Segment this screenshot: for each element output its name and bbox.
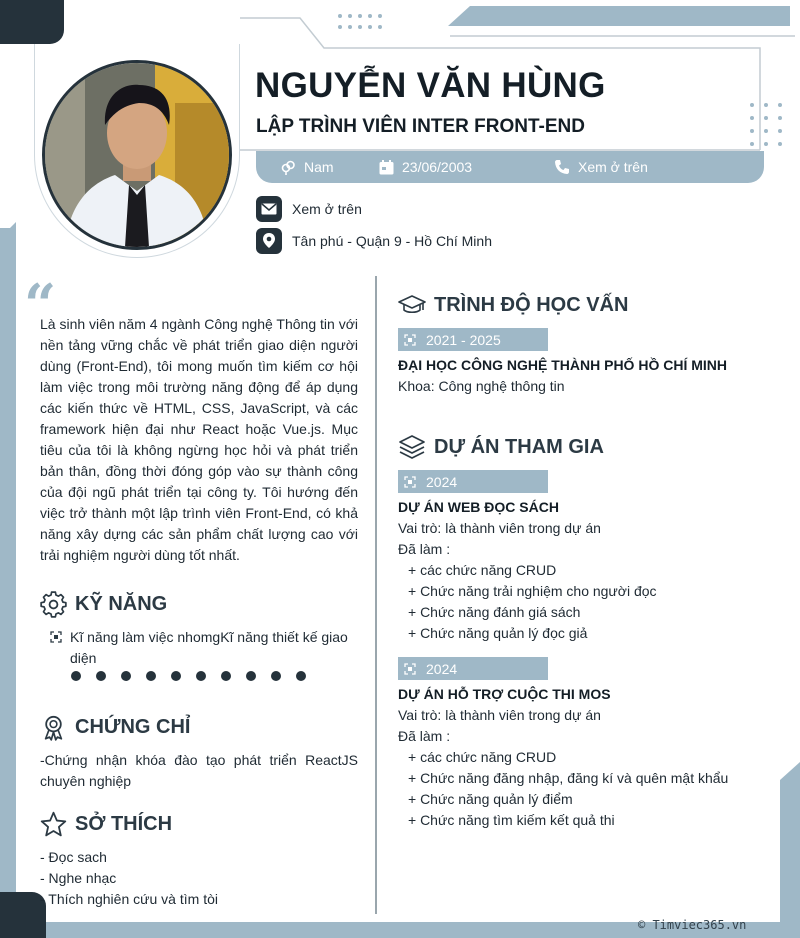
project-done-label: Đã làm : — [398, 728, 451, 744]
career-summary: Là sinh viên năm 4 ngành Công nghệ Thông tin với nền tảng vững chắc về phát triển giao diện người dùng (Front-End), tôi mong muốn tìm kiếm cơ hội làm việc trong môi trường năng động để áp dụng các kiến thức về HTML, CSS, JavaScript, và các framework hiện đại như React hoặc Vue.js. Mục tiêu của tôi là không ngừng học hỏi và phát triển bản thân, đồng thời đóng góp vào sự thành công của đội ngũ phát triển tại công ty. Tôi hướng đến việc trở thành một lập trình viên Front-End, có khả năng xây dựng các sản phẩm chất lượng cao với trải nghiệm người dùng tốt nhất. — [40, 316, 358, 563]
list-item: - Thích nghiên cứu và tìm tòi — [40, 891, 218, 907]
education-period: 2021 - 2025 — [398, 328, 548, 351]
star-icon — [40, 811, 67, 838]
skills-heading: KỸ NĂNG — [40, 591, 167, 618]
rating-dot — [296, 671, 306, 681]
layers-icon — [398, 434, 426, 460]
list-item: + Chức năng quản lý đọc giả — [408, 625, 588, 641]
list-item: + Chức năng quản lý điểm — [408, 791, 573, 807]
hobbies-list — [40, 847, 218, 910]
list-item: + Chức năng tìm kiếm kết quả thi — [408, 812, 615, 828]
phone-value: Xem ở trên — [578, 159, 648, 175]
quote-icon: “ — [24, 272, 57, 338]
job-title: LẬP TRÌNH VIÊN INTER FRONT-END — [256, 116, 585, 137]
list-item: + các chức năng CRUD — [408, 562, 557, 578]
rating-dot — [146, 671, 156, 681]
phone-item — [554, 151, 648, 183]
project-year: 2024 — [398, 657, 548, 680]
certificate-text: -Chứng nhận khóa đào tạo phát triển ReactJS chuyên nghiệp — [40, 752, 358, 789]
right-band-cut — [780, 762, 800, 780]
rating-dot — [171, 671, 181, 681]
list-item: + Chức năng đăng nhập, đăng kí và quên mật khẩu — [408, 770, 729, 786]
gear-icon — [40, 591, 67, 618]
list-item: - Nghe nhạc — [40, 870, 117, 886]
rating-dot — [71, 671, 81, 681]
email-value: Xem ở trên — [292, 201, 362, 217]
address-row — [256, 228, 492, 254]
birthdate-value: 23/06/2003 — [402, 159, 473, 175]
gender-value: Nam — [304, 159, 334, 175]
project-year: 2024 — [398, 470, 548, 493]
bullet-icon — [404, 334, 416, 346]
school-name: ĐẠI HỌC CÔNG NGHỆ THÀNH PHỐ HỒ CHÍ MINH — [398, 357, 727, 373]
project-done-label: Đã làm : — [398, 541, 451, 557]
gender-item — [280, 151, 334, 183]
list-item: + Chức năng trải nghiệm cho người đọc — [408, 583, 657, 599]
bullet-icon — [404, 476, 416, 488]
project-role: Vai trò: là thành viên trong dự án — [398, 520, 601, 536]
project-tasks — [408, 747, 728, 831]
rating-dot — [196, 671, 206, 681]
location-icon — [256, 228, 282, 254]
list-item: + Chức năng đánh giá sách — [408, 604, 581, 620]
address-value: Tân phú - Quận 9 - Hồ Chí Minh — [292, 233, 492, 249]
right-band — [780, 780, 800, 938]
bullet-icon — [50, 631, 62, 643]
candidate-name: NGUYỄN VĂN HÙNG — [255, 66, 606, 105]
rating-dot — [96, 671, 106, 681]
school-major: Khoa: Công nghệ thông tin — [398, 378, 565, 394]
left-band — [0, 228, 16, 938]
graduation-cap-icon — [398, 293, 426, 317]
list-item: - Đọc sach — [40, 849, 107, 865]
rating-dot — [246, 671, 256, 681]
award-icon — [40, 714, 67, 741]
calendar-icon — [379, 160, 394, 175]
rating-dot — [121, 671, 131, 681]
bullet-icon — [404, 663, 416, 675]
rating-dot — [271, 671, 281, 681]
column-divider — [375, 276, 377, 914]
skill-item: Kĩ năng làm việc nhomgKĩ năng thiết kế giao diện — [50, 627, 350, 669]
birthdate-item — [379, 151, 472, 183]
info-bar — [256, 151, 764, 183]
projects-heading: DỰ ÁN THAM GIA — [398, 434, 604, 460]
email-icon — [256, 196, 282, 222]
phone-icon — [554, 159, 570, 175]
project-name: DỰ ÁN WEB ĐỌC SÁCH — [398, 499, 559, 515]
project-name: DỰ ÁN HỖ TRỢ CUỘC THI MOS — [398, 686, 611, 702]
hobbies-heading: SỞ THÍCH — [40, 811, 172, 838]
education-heading: TRÌNH ĐỘ HỌC VẤN — [398, 293, 628, 317]
corner-decoration — [0, 0, 64, 44]
watermark: © Timviec365.vn — [638, 918, 747, 932]
email-row — [256, 196, 362, 222]
avatar — [42, 60, 232, 250]
gender-icon — [280, 159, 296, 175]
project-tasks — [408, 560, 657, 644]
project-role: Vai trò: là thành viên trong dự án — [398, 707, 601, 723]
list-item: + các chức năng CRUD — [408, 749, 557, 765]
skill-rating — [71, 671, 306, 681]
rating-dot — [221, 671, 231, 681]
certificates-heading: CHỨNG CHỈ — [40, 714, 190, 741]
